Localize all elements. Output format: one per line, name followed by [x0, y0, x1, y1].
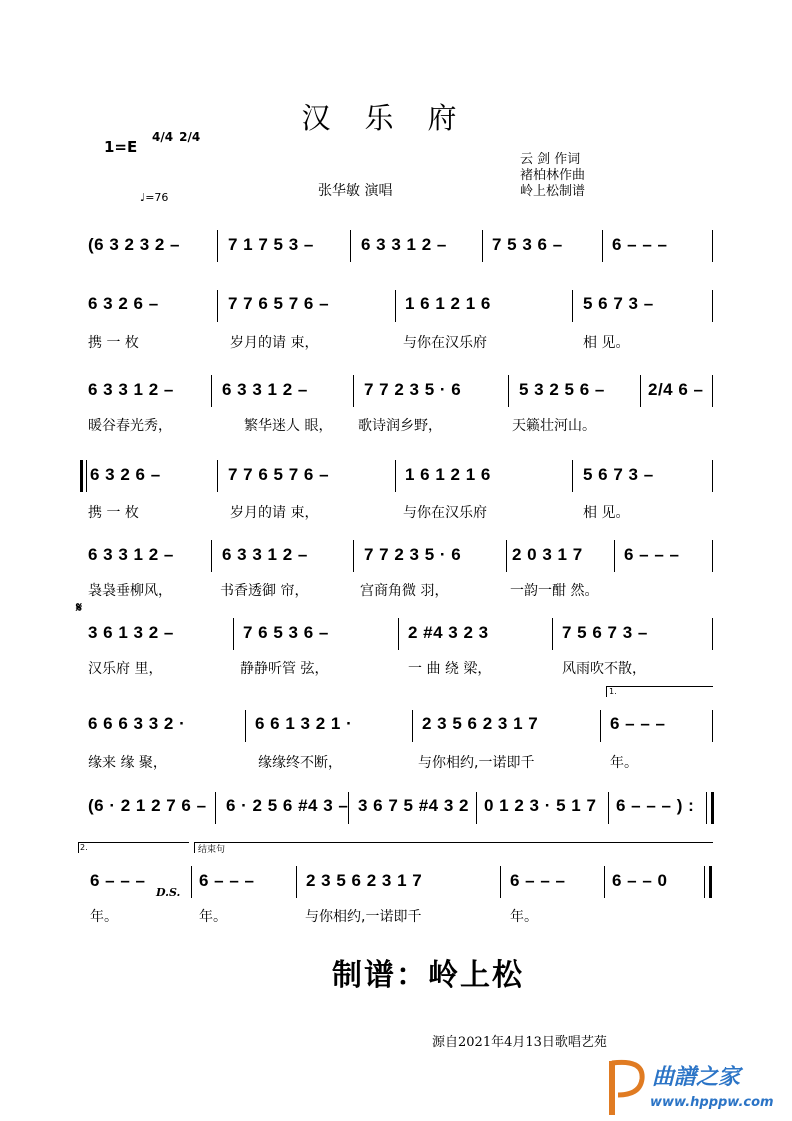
barline [600, 710, 601, 742]
measure: 5 3 2 5 6 – [519, 380, 605, 399]
lyric: 与你在汉乐府 [403, 335, 487, 351]
barline [398, 618, 399, 650]
lyric: 繁华迷人 眼， [244, 418, 333, 434]
tempo-marking: ♩=76 [140, 191, 169, 204]
measure: 6 3 3 1 2 – [361, 235, 447, 254]
arranger-brand: 制谱：岭上松 [332, 958, 524, 993]
measure: 7 5 3 6 – [492, 235, 563, 254]
measure: 1 6 1 2 1 6 [405, 465, 491, 484]
barline [572, 290, 573, 322]
barline [614, 540, 615, 572]
watermark-name: 曲譜之家 [652, 1065, 741, 1090]
barline [602, 230, 603, 262]
measure: 3 6 1 3 2 – [88, 623, 174, 642]
barline [552, 618, 553, 650]
barline [712, 710, 713, 742]
barline [211, 540, 212, 572]
measure: 7 6 5 3 6 – [243, 623, 329, 642]
source-note: 源自2021年4月13日歌唱艺苑 [432, 1035, 607, 1050]
barline [353, 540, 354, 572]
repeat-start-bar [80, 460, 83, 492]
lyric: 年。 [510, 909, 538, 925]
measure: 6 3 3 1 2 – [88, 380, 174, 399]
measure: 5 6 7 3 – [583, 465, 654, 484]
singer-credit: 张华敏 演唱 [318, 183, 393, 199]
lyric: 汉乐府 里， [88, 661, 163, 677]
measure: 6 6 1 3 2 1 · [255, 714, 353, 733]
measure: 7 7 2 3 5 · 6 [364, 380, 462, 399]
lyric: 一 曲 绕 梁， [408, 661, 492, 677]
lyric: 歌诗润乡野， [358, 418, 442, 434]
measure: (6 · 2 1 2 7 6 – [88, 796, 207, 815]
measure: 2/4 6 – [648, 380, 704, 399]
measure: 2 0 3 1 7 [512, 545, 583, 564]
barline [191, 866, 192, 898]
time-signature [152, 131, 206, 143]
meter-1: 4/4 [152, 130, 174, 144]
barline [506, 540, 507, 572]
measure: 6 – – – [199, 871, 255, 890]
barline [348, 792, 349, 824]
lyric: 岁月的请 束， [230, 505, 319, 521]
lyric: 缘来 缘 聚， [88, 755, 167, 771]
measure: 5 6 7 3 – [583, 294, 654, 313]
measure: 6 3 2 6 – [90, 465, 161, 484]
lyric: 岁月的请 束， [230, 335, 319, 351]
lyric: 与你在汉乐府 [403, 505, 487, 521]
lyric: 相 见。 [583, 335, 630, 351]
measure: 6 3 3 1 2 – [88, 545, 174, 564]
lyric: 携 一 枚 [88, 505, 139, 521]
composer-credits [520, 152, 585, 200]
barline [217, 290, 218, 322]
barline [712, 230, 713, 262]
barline [217, 230, 218, 262]
barline [395, 290, 396, 322]
measure: 0 1 2 3 · 5 1 7 [484, 796, 597, 815]
measure: 6 – – – [624, 545, 680, 564]
barline [572, 460, 573, 492]
lyric: 与你相约,一诺即千 [418, 755, 535, 771]
measure: 7 5 6 7 3 – [562, 623, 648, 642]
barline [476, 792, 477, 824]
lyric: 年。 [199, 909, 227, 925]
measure: 6 6 6 3 3 2 · [88, 714, 186, 733]
lyric: 缘缘终不断， [258, 755, 342, 771]
barline [508, 375, 509, 407]
measure: 2 3 5 6 2 3 1 7 [422, 714, 539, 733]
barline [712, 618, 713, 650]
coda-bracket [194, 842, 713, 853]
repeat-end-bar [711, 792, 714, 824]
lyric: 携 一 枚 [88, 335, 139, 351]
ending-2-bracket [78, 842, 189, 853]
barline [245, 710, 246, 742]
meter-2: 2/4 [179, 130, 201, 144]
lyric: 袅袅垂柳风， [88, 583, 172, 599]
barline [706, 792, 707, 824]
lyric: 一韵一酣 然。 [510, 583, 599, 599]
barline [412, 710, 413, 742]
measure: 6 – – – [510, 871, 566, 890]
dal-segno: D.S. [156, 886, 181, 899]
arranger-credit: 岭上松制谱 [520, 184, 586, 199]
measure: 3 6 7 5 #4 3 2 [358, 796, 469, 815]
measure: 6 – – – ) : [616, 796, 695, 815]
measure: (6 3 2 3 2 – [88, 235, 181, 254]
final-bar [709, 866, 712, 898]
measure: 6 3 3 1 2 – [222, 380, 308, 399]
watermark-url[interactable]: www.hpppw.com [650, 1095, 774, 1110]
lyric: 年。 [610, 755, 638, 771]
barline [712, 540, 713, 572]
ending-2-label: 2. [80, 843, 88, 852]
barline [353, 375, 354, 407]
barline [640, 375, 641, 407]
barline [704, 866, 705, 898]
song-title: 汉乐府 [301, 101, 491, 135]
measure: 6 – – – [90, 871, 146, 890]
composer-credit: 褚柏林作曲 [520, 168, 586, 183]
barline [217, 460, 218, 492]
measure: 2 #4 3 2 3 [408, 623, 489, 642]
measure: 6 3 2 6 – [88, 294, 159, 313]
measure: 2 3 5 6 2 3 1 7 [306, 871, 423, 890]
lyricist-credit: 云 剑 作词 [520, 152, 581, 167]
barline [350, 230, 351, 262]
measure: 7 7 2 3 5 · 6 [364, 545, 462, 564]
barline [233, 618, 234, 650]
barline [500, 866, 501, 898]
watermark-logo-icon [604, 1055, 650, 1121]
barline [211, 375, 212, 407]
segno-sign: 𝄋 [76, 600, 83, 616]
coda-label: 结束句 [198, 845, 226, 855]
barline [215, 792, 216, 824]
measure: 1 6 1 2 1 6 [405, 294, 491, 313]
measure: 7 7 6 5 7 6 – [228, 294, 330, 313]
lyric: 与你相约,一诺即千 [305, 909, 422, 925]
lyric: 暖谷春光秀， [88, 418, 172, 434]
measure: 6 · 2 5 6 #4 3 – [226, 796, 349, 815]
ending-1-bracket [606, 686, 713, 697]
barline [712, 460, 713, 492]
lyric: 风雨吹不散， [562, 661, 646, 677]
lyric: 天籁壮河山。 [512, 418, 596, 434]
barline [608, 792, 609, 824]
barline [712, 290, 713, 322]
barline [395, 460, 396, 492]
lyric: 静静听管 弦， [240, 661, 329, 677]
lyric: 相 见。 [583, 505, 630, 521]
measure: 6 – – 0 [612, 871, 668, 890]
barline [296, 866, 297, 898]
barline [482, 230, 483, 262]
measure: 6 – – – [610, 714, 666, 733]
measure: 6 – – – [612, 235, 668, 254]
measure: 6 3 3 1 2 – [222, 545, 308, 564]
lyric: 宫商角微 羽， [360, 583, 449, 599]
barline [86, 460, 87, 492]
measure: 7 7 6 5 7 6 – [228, 465, 330, 484]
key-signature: 1=E [104, 138, 138, 156]
measure: 7 1 7 5 3 – [228, 235, 314, 254]
barline [712, 375, 713, 407]
lyric: 书香透御 帘， [220, 583, 309, 599]
ending-1-label: 1. [609, 687, 617, 696]
barline [604, 866, 605, 898]
lyric: 年。 [90, 909, 118, 925]
